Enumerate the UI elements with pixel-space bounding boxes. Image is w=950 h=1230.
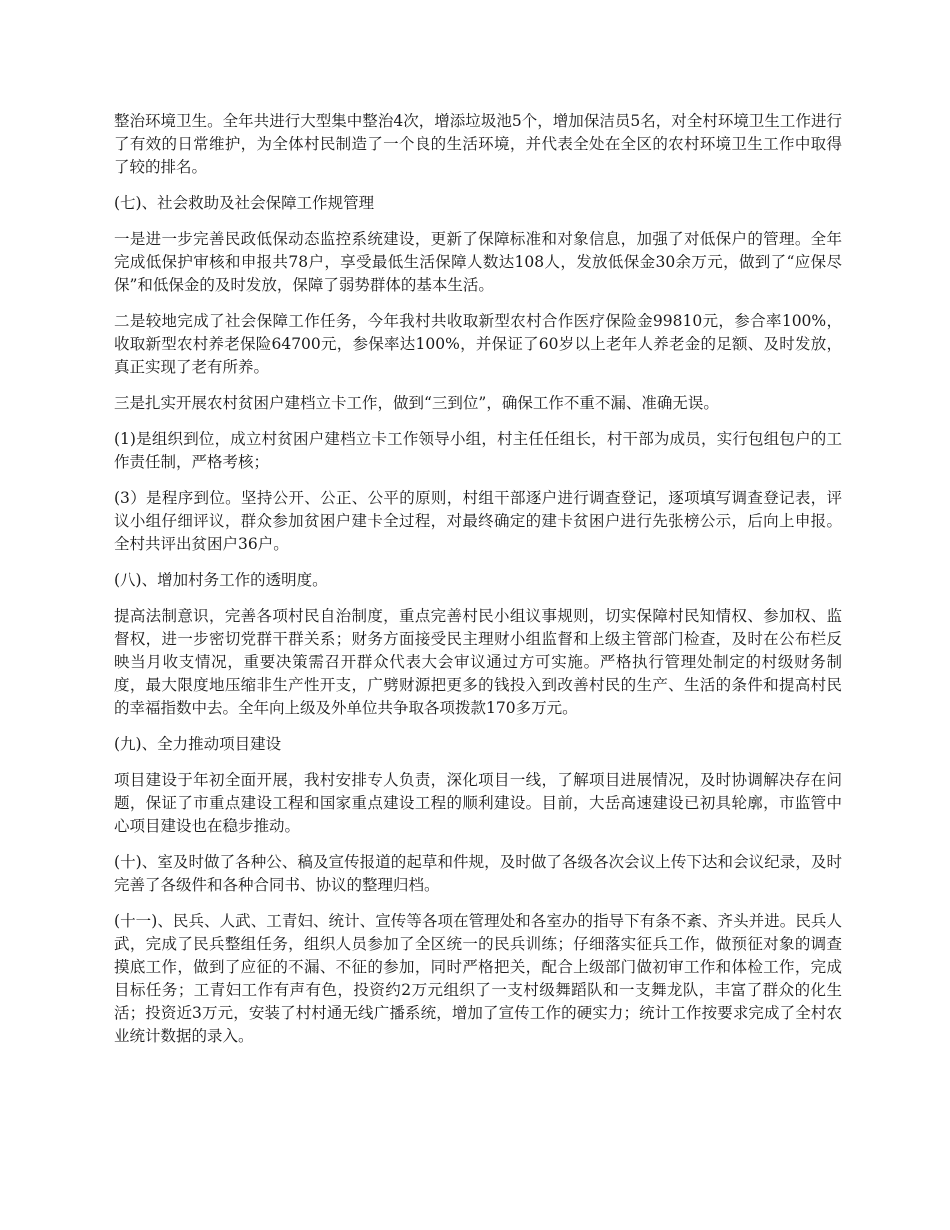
section-heading: (八)、增加村务工作的透明度。 bbox=[114, 571, 328, 589]
document-page bbox=[114, 110, 842, 1061]
section-heading: (九)、全力推动项目建设 bbox=[114, 735, 282, 753]
body-paragraph: 三是扎实开展农村贫困户建档立卡工作，做到“三到位”，确保工作不重不漏、准确无误。 bbox=[114, 394, 719, 412]
body-paragraph: 一是进一步完善民政低保动态监控系统建设，更新了保障标准和对象信息，加强了对低保户的管理。全年完成低保护审核和申报共78户，享受最低生活保障人数达108人，发放低保金30余万元，做到了“应保尽保”和低保金的及时发放，保障了弱势群体的基本生活。 bbox=[114, 230, 842, 294]
body-paragraph: 二是较地完成了社会保障工作任务，今年我村共收取新型农村合作医疗保险金99810元，参合率100%，收取新型农村养老保险64700元，参保率达100%，并保证了60岁以上老年人养老金的足额、及时发放，真正实现了老有所养。 bbox=[114, 312, 842, 376]
section-heading: (七)、社会救助及社会保障工作规管理 bbox=[114, 194, 375, 212]
body-paragraph: (十一)、民兵、人武、工青妇、统计、宣传等各项在管理处和各室办的指导下有条不紊、齐头并进。民兵人武，完成了民兵整组任务，组织人员参加了全区统一的民兵训练；仔细落实征兵工作，做预征对象的调查摸底工作，做到了应征的不漏、不征的参加，同时严格把关，配合上级部门做初审工作和体检工作，完成目标任务；工青妇工作有声有色，投资约2万元组织了一支村级舞蹈队和一支舞龙队，丰富了群众的化生活；投资近3万元，安装了村村通无线广播系统，增加了宣传工作的硬实力；统计工作按要求完成了全村农业统计数据的录入。 bbox=[114, 912, 842, 1045]
body-paragraph: (3）是程序到位。坚持公开、公正、公平的原则，村组干部逐户进行调查登记，逐项填写调查登记表，评议小组仔细评议，群众参加贫困户建卡全过程，对最终确定的建卡贫困户进行先张榜公示，后向上申报。全村共评出贫困户36户。 bbox=[114, 489, 842, 553]
body-paragraph: (1)是组织到位，成立村贫困户建档立卡工作领导小组，村主任任组长，村干部为成员，实行包组包户的工作责任制，严格考核； bbox=[114, 430, 842, 471]
body-paragraph: 整治环境卫生。全年共进行大型集中整治4次，增添垃圾池5个，增加保洁员5名，对全村环境卫生工作进行了有效的日常维护，为全体村民制造了一个良的生活环境，并代表全处在全区的农村环境卫生工作中取得了较的排名。 bbox=[114, 112, 842, 176]
body-paragraph: (十)、室及时做了各种公、稿及宣传报道的起草和件规，及时做了各级各次会议上传下达和会议纪录，及时完善了各级件和各种合同书、协议的整理归档。 bbox=[114, 853, 842, 894]
body-paragraph: 提高法制意识，完善各项村民自治制度，重点完善村民小组议事规则，切实保障村民知情权、参加权、监督权，进一步密切党群干群关系；财务方面接受民主理财小组监督和上级主管部门检查，及时在公布栏反映当月收支情况，重要决策需召开群众代表大会审议通过方可实施。严格执行管理处制定的村级财务制度，最大限度地压缩非生产性开支，广劈财源把更多的钱投入到改善村民的生产、生活的条件和提高村民的幸福指数中去。全年向上级及外单位共争取各项拨款170多万元。 bbox=[114, 607, 842, 717]
body-paragraph: 项目建设于年初全面开展，我村安排专人负责，深化项目一线，了解项目进展情况，及时协调解决存在问题，保证了市重点建设工程和国家重点建设工程的顺利建设。目前，大岳高速建设已初具轮廓，市监管中心项目建设也在稳步推动。 bbox=[114, 771, 842, 835]
